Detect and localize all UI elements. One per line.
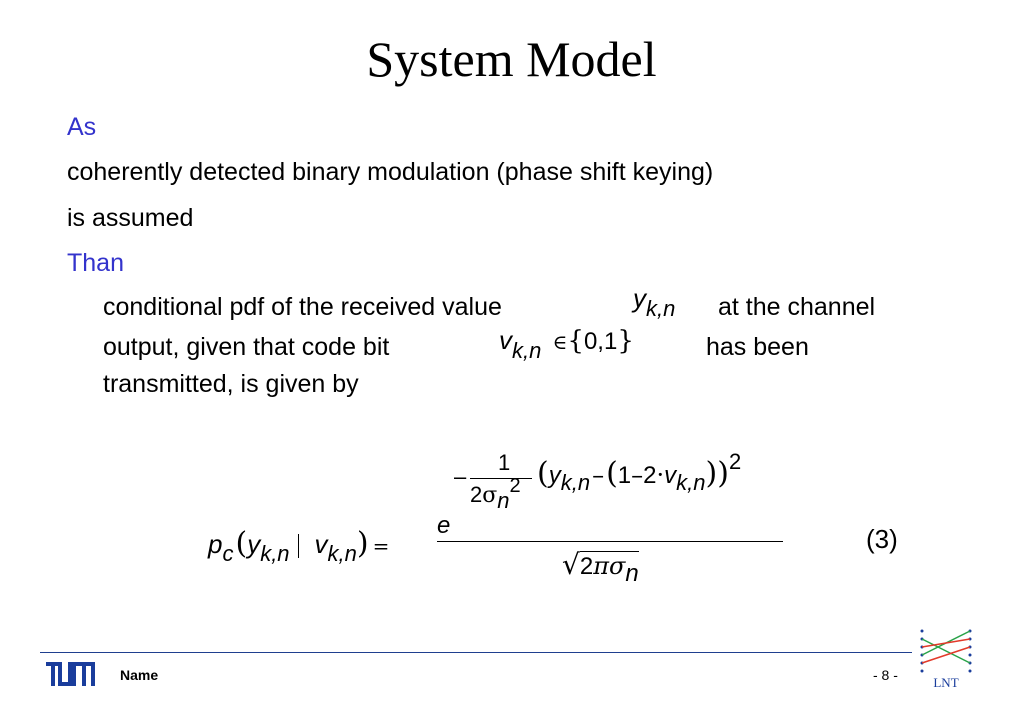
slide-title: System Model — [366, 31, 657, 87]
label-as: As — [67, 113, 97, 141]
tum-logo — [46, 662, 96, 691]
set-values: 0,1 — [583, 328, 618, 355]
exp-fraction-bar — [470, 478, 532, 479]
paragraph-text-a: conditional pdf of the received value — [103, 293, 502, 321]
lnt-logo-text: LNT — [933, 675, 959, 690]
footer-name: Name — [120, 667, 159, 683]
body-line-2: is assumed — [67, 204, 194, 232]
equation-lhs: $p_c(y_{k,n}$ $v_{k,n}$) = — [208, 526, 390, 566]
footer-rule — [40, 652, 912, 653]
symbol-v-kn-set: $v_{k,n}$ ∈{0,1} — [499, 325, 634, 363]
symbol-y-kn: $y_{k,n}$ — [633, 283, 676, 321]
exp-fraction-denominator: 2σn2 — [470, 475, 521, 513]
main-fraction-bar — [437, 541, 783, 542]
label-than: Than — [67, 249, 124, 277]
paragraph-text-c: output, given that code bit — [103, 333, 390, 361]
exp-minus: – — [454, 464, 467, 489]
page-number: - 8 - — [873, 667, 898, 683]
exp-bracket-expression: (yk,n–(1–2·vk,n))2 — [537, 449, 742, 495]
body-line-1: coherently detected binary modulation (phase shift keying) — [67, 158, 714, 186]
lnt-logo — [917, 626, 977, 697]
exp-fraction-numerator: 1 — [498, 450, 511, 475]
exp-base-e: e — [437, 512, 451, 539]
paragraph-text-d: has been — [706, 333, 809, 361]
main-denominator: √2πσn — [562, 548, 639, 587]
equation-number: (3) — [866, 524, 898, 554]
paragraph-text-e: transmitted, is given by — [103, 370, 359, 398]
paragraph-text-b: at the channel — [718, 293, 876, 321]
